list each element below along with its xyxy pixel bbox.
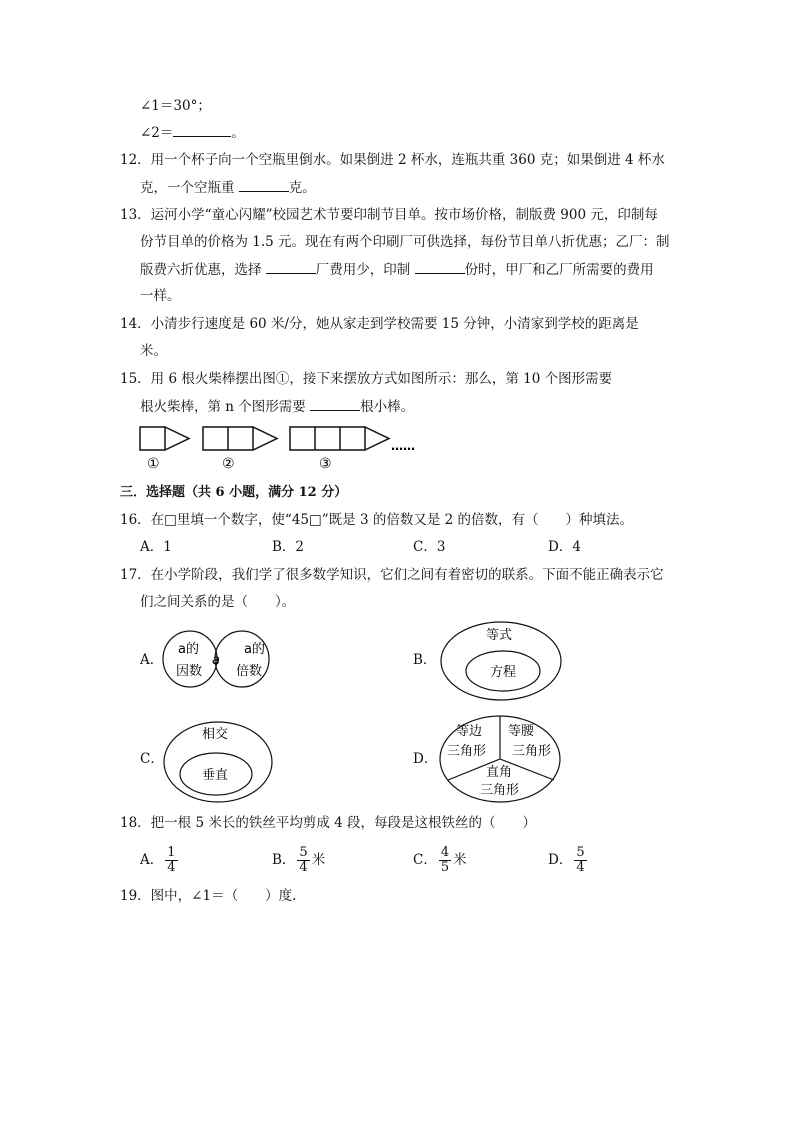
svg-text:a: a — [212, 653, 220, 668]
q17-option-d-diagram[interactable] — [436, 713, 564, 805]
q18-option-b[interactable]: B． $\frac{5}{4}$ 米 — [272, 845, 326, 875]
svg-text:等边: 等边 — [456, 724, 483, 739]
svg-text:垂直: 垂直 — [202, 768, 229, 783]
q15-line1: 15．用 6 根火柴棒摆出图①，接下来摆放方式如图所示：那么，第 10 个图形需要 — [120, 371, 613, 387]
answer-blank[interactable] — [239, 177, 289, 192]
fraction: $\frac{4}{5}$ — [440, 845, 450, 875]
svg-text:相交: 相交 — [202, 727, 229, 742]
q17-option-c-diagram[interactable] — [162, 718, 280, 806]
svg-text:三角形: 三角形 — [512, 744, 552, 759]
fraction: $\frac{5}{4}$ — [576, 845, 585, 875]
fraction: $\frac{1}{4}$ — [167, 845, 176, 875]
svg-text:方程: 方程 — [490, 665, 517, 680]
svg-text:三角形: 三角形 — [480, 783, 520, 798]
q16-stem: 16．在□里填一个数字，使“45□”既是 3 的倍数又是 2 的倍数，有（ ）种填法。 — [120, 512, 634, 528]
q12-line1: 12．用一个杯子向一个空瓶里倒水。如果倒进 2 杯水，连瓶共重 360 克；如果倒进 4 杯水 — [120, 152, 665, 168]
svg-text:等式: 等式 — [486, 628, 513, 643]
q15-line2: 根火柴棒，第 n 个图形需要 根小棒。 — [140, 396, 414, 417]
q13-line3: 版费六折优惠，选择 厂费用少，印制 份时，甲厂和乙厂所需要的费用 — [140, 259, 654, 280]
q16-option-a[interactable]: A．1 — [140, 539, 172, 555]
answer-blank[interactable] — [415, 259, 465, 274]
q13-line2: 份节目单的价格为 1.5 元。现在有两个印刷厂可供选择，每份节目单八折优惠；乙厂：制 — [140, 234, 670, 250]
svg-text:三角形: 三角形 — [447, 744, 487, 759]
q18-stem: 18．把一根 5 米长的铁丝平均剪成 4 段，每段是这根铁丝的（ ） — [120, 815, 537, 831]
q18-option-c[interactable]: C． $\frac{4}{5}$ 米 — [413, 845, 467, 875]
q17-option-a-venn[interactable] — [160, 628, 275, 690]
q14-line2: 米。 — [140, 343, 167, 359]
q16-option-b[interactable]: B．2 — [272, 539, 305, 555]
svg-text:因数: 因数 — [176, 664, 203, 679]
q18-option-a[interactable]: A． $\frac{1}{4}$ — [140, 845, 176, 875]
svg-text:倍数: 倍数 — [236, 664, 263, 679]
q16-option-c[interactable]: C．3 — [413, 539, 446, 555]
svg-text:a的: a的 — [244, 642, 265, 657]
svg-text:直角: 直角 — [486, 765, 513, 780]
q17-option-b-label[interactable]: B． — [413, 652, 437, 668]
q17-line2: 们之间关系的是（ ）。 — [140, 594, 296, 610]
figure-label-1: ① — [147, 456, 160, 472]
q19-stem: 19．图中，∠1＝（ ）度. — [120, 888, 297, 904]
figure-label-2: ② — [222, 456, 235, 472]
q18-option-d[interactable]: D． $\frac{5}{4}$ — [548, 845, 585, 875]
answer-blank[interactable] — [266, 259, 316, 274]
svg-text:a的: a的 — [178, 642, 199, 657]
answer-blank[interactable] — [310, 396, 360, 411]
fraction: $\frac{5}{4}$ — [299, 845, 308, 875]
q11-angle1: ∠1＝30°； — [140, 98, 211, 114]
q17-line1: 17．在小学阶段，我们学了很多数学知识，它们之间有着密切的联系。下面不能正确表示它 — [120, 567, 664, 583]
answer-blank[interactable] — [173, 122, 231, 137]
svg-text:等腰: 等腰 — [508, 724, 535, 739]
q16-option-d[interactable]: D．4 — [548, 539, 581, 555]
q17-option-b-diagram[interactable] — [438, 619, 566, 703]
q14-line1: 14．小清步行速度是 60 米/分，她从家走到学校需要 15 分钟，小清家到学校的距离是 — [120, 316, 639, 332]
q17-option-c-label[interactable]: C． — [140, 751, 164, 767]
section-heading: 三．选择题（共 6 小题，满分 12 分） — [120, 485, 348, 500]
matchstick-figure — [135, 420, 430, 472]
figure-ellipsis: …… — [391, 439, 415, 453]
q12-line2: 克，一个空瓶重 克。 — [140, 177, 316, 198]
q17-option-a-label[interactable]: A． — [140, 652, 164, 668]
q17-option-d-label[interactable]: D． — [413, 751, 438, 767]
figure-label-3: ③ — [319, 456, 332, 472]
q13-line4: 一样。 — [140, 288, 181, 304]
q13-line1: 13．运河小学“童心闪耀”校园艺术节要印制节目单。按市场价格，制版费 900 元，印制每 — [120, 207, 658, 223]
q11-angle2: ∠2＝ 。 — [140, 122, 245, 143]
